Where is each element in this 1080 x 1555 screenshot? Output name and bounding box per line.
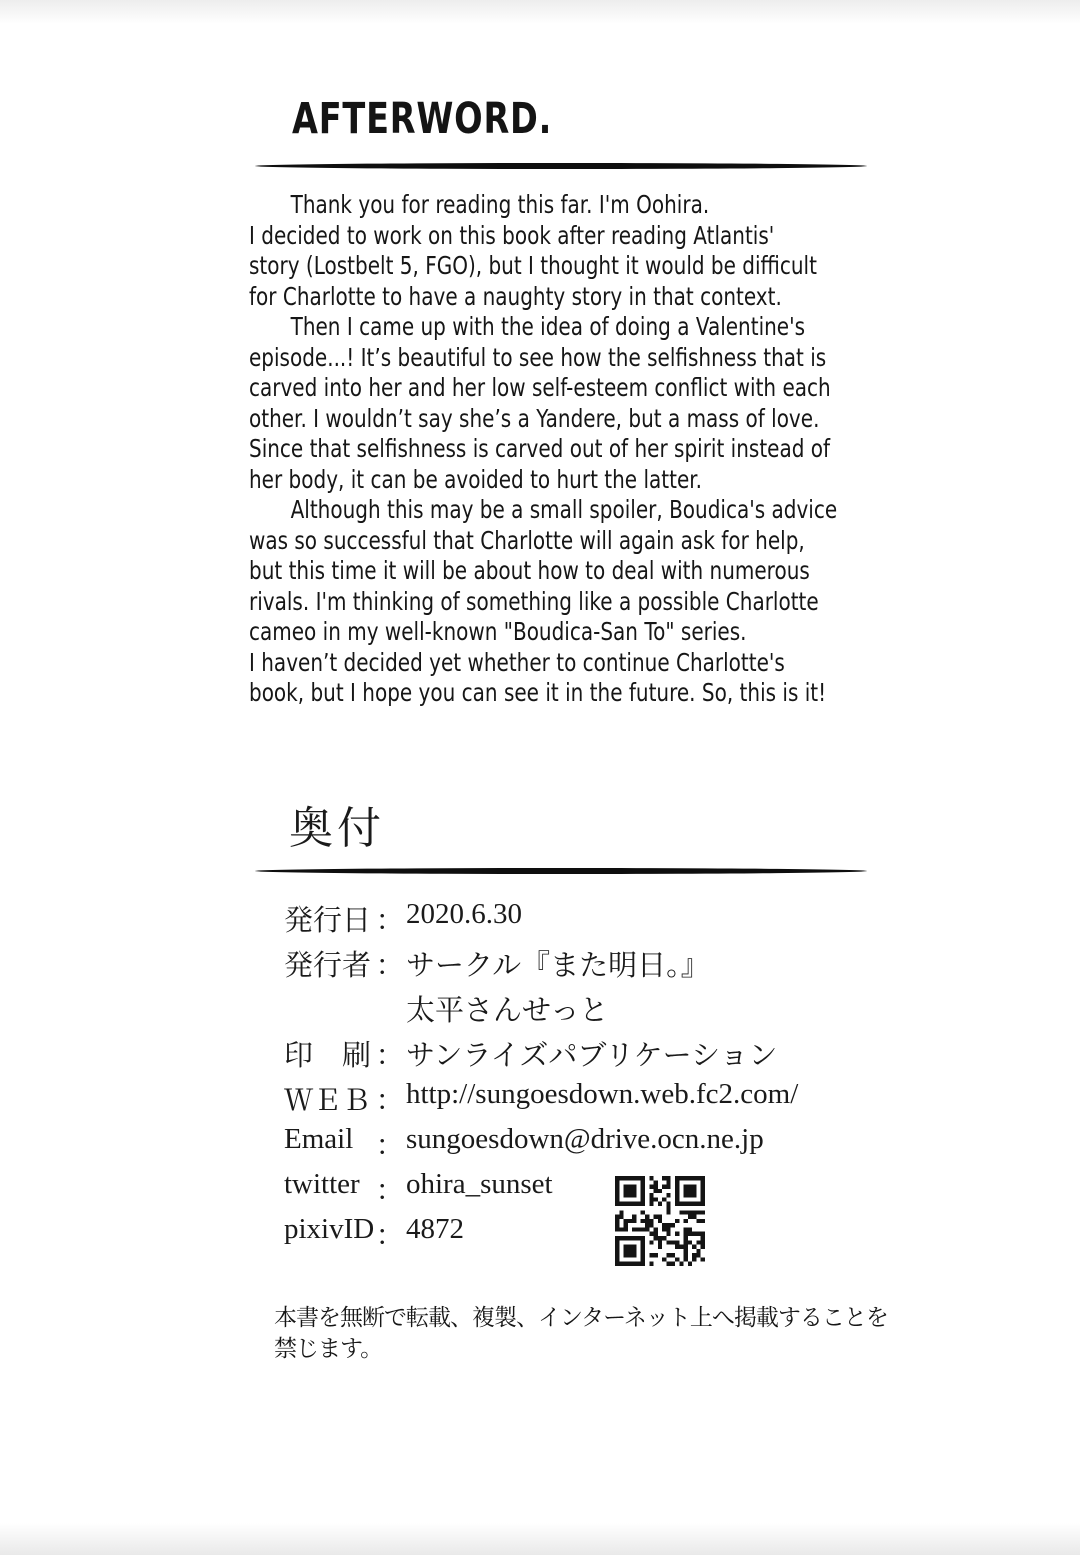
colophon-separator: ： (375, 1040, 405, 1072)
afterword-line: Then I came up with the idea of doing a Valentine's (290, 312, 806, 341)
colophon-value: 太平さんせっと (406, 995, 609, 1027)
colophon-value: sungoesdown@drive.ocn.ne.jp (406, 1123, 764, 1155)
colophon-row (284, 1078, 798, 1123)
colophon-row (284, 1168, 798, 1213)
afterword-line: carved into her and her low self-esteem conflict with each (249, 373, 831, 402)
scan-edge-bottom (0, 1523, 1080, 1555)
disclaimer-line: 禁じます。 (274, 1336, 383, 1361)
afterword-paragraph (249, 312, 837, 495)
afterword-line: Although this may be a small spoiler, Boudica's advice (290, 495, 838, 524)
afterword-line: I haven’t decided yet whether to continue Charlotte's (249, 647, 785, 677)
qr-code-icon (615, 1175, 705, 1267)
afterword-line: other. I wouldn’t say she’s a Yandere, but a mass of love. (249, 403, 820, 433)
colophon-row (284, 1123, 798, 1168)
colophon-row (284, 898, 798, 943)
afterword-line: Since that selfishness is carved out of her spirit instead of (249, 434, 831, 463)
afterword-line: rivals. I'm thinking of something like a possible Charlotte (249, 586, 819, 616)
colophon-separator: ： (375, 905, 405, 937)
colophon-value: ohira_sunset (406, 1168, 553, 1200)
afterword-body (249, 190, 837, 709)
scan-edge-top (0, 0, 1080, 24)
reproduction-disclaimer (274, 1302, 888, 1364)
colophon-block (284, 898, 798, 1258)
colophon-label: Email (284, 1123, 354, 1155)
afterword-line: episode...! It’s beautiful to see how the selfishness that is (249, 342, 827, 372)
colophon-row (284, 943, 798, 988)
disclaimer-line: 本書を無断で転載、複製、インターネット上へ掲載することを (274, 1305, 888, 1330)
afterword-line: Thank you for reading this far. I'm Oohira. (290, 190, 710, 219)
afterword-line: story (Lostbelt 5, FGO), but I thought it would be difficult (249, 251, 817, 280)
colophon-label: 発行日 (284, 905, 372, 937)
colophon-row (284, 1213, 798, 1258)
colophon-label: 印 刷 (284, 1040, 372, 1072)
afterword-line: for Charlotte to have a naughty story in that context. (249, 281, 782, 311)
colophon-separator: ： (375, 1085, 405, 1117)
colophon-label: pixivID (284, 1213, 375, 1245)
afterword-paragraph (249, 495, 837, 709)
colophon-label: 発行者 (284, 950, 372, 982)
afterword-title: AFTERWORD. (292, 94, 553, 144)
colophon-separator: ： (375, 950, 405, 982)
colophon-label: ＷＥＢ (284, 1085, 372, 1117)
colophon-value: サンライズパブリケーション (406, 1040, 778, 1072)
colophon-divider (255, 868, 867, 874)
afterword-line: I decided to work on this book after reading Atlantis' (249, 220, 775, 250)
afterword-line: was so successful that Charlotte will again ask for help, (249, 525, 805, 555)
colophon-separator: ： (375, 1175, 405, 1207)
colophon-separator: ： (375, 1130, 405, 1162)
colophon-value: http://sungoesdown.web.fc2.com/ (406, 1078, 799, 1110)
afterword-line: book, but I hope you can see it in the future. So, this is it! (249, 678, 827, 707)
afterword-line: but this time it will be about how to deal with numerous (249, 556, 810, 585)
colophon-row (284, 988, 798, 1033)
colophon-value: サークル『また明日。』 (406, 950, 710, 982)
colophon-value: 4872 (406, 1213, 464, 1245)
colophon-label: twitter (284, 1168, 360, 1200)
afterword-line: her body, it can be avoided to hurt the latter. (249, 464, 703, 494)
colophon-title: 奥付 (289, 804, 385, 853)
afterword-paragraph (249, 190, 837, 312)
colophon-row (284, 1033, 798, 1078)
title-divider (255, 163, 867, 169)
afterword-line: cameo in my well-known "Boudica-San To" series. (249, 617, 747, 646)
colophon-separator: ： (375, 1220, 405, 1252)
colophon-value: 2020.6.30 (406, 898, 522, 930)
